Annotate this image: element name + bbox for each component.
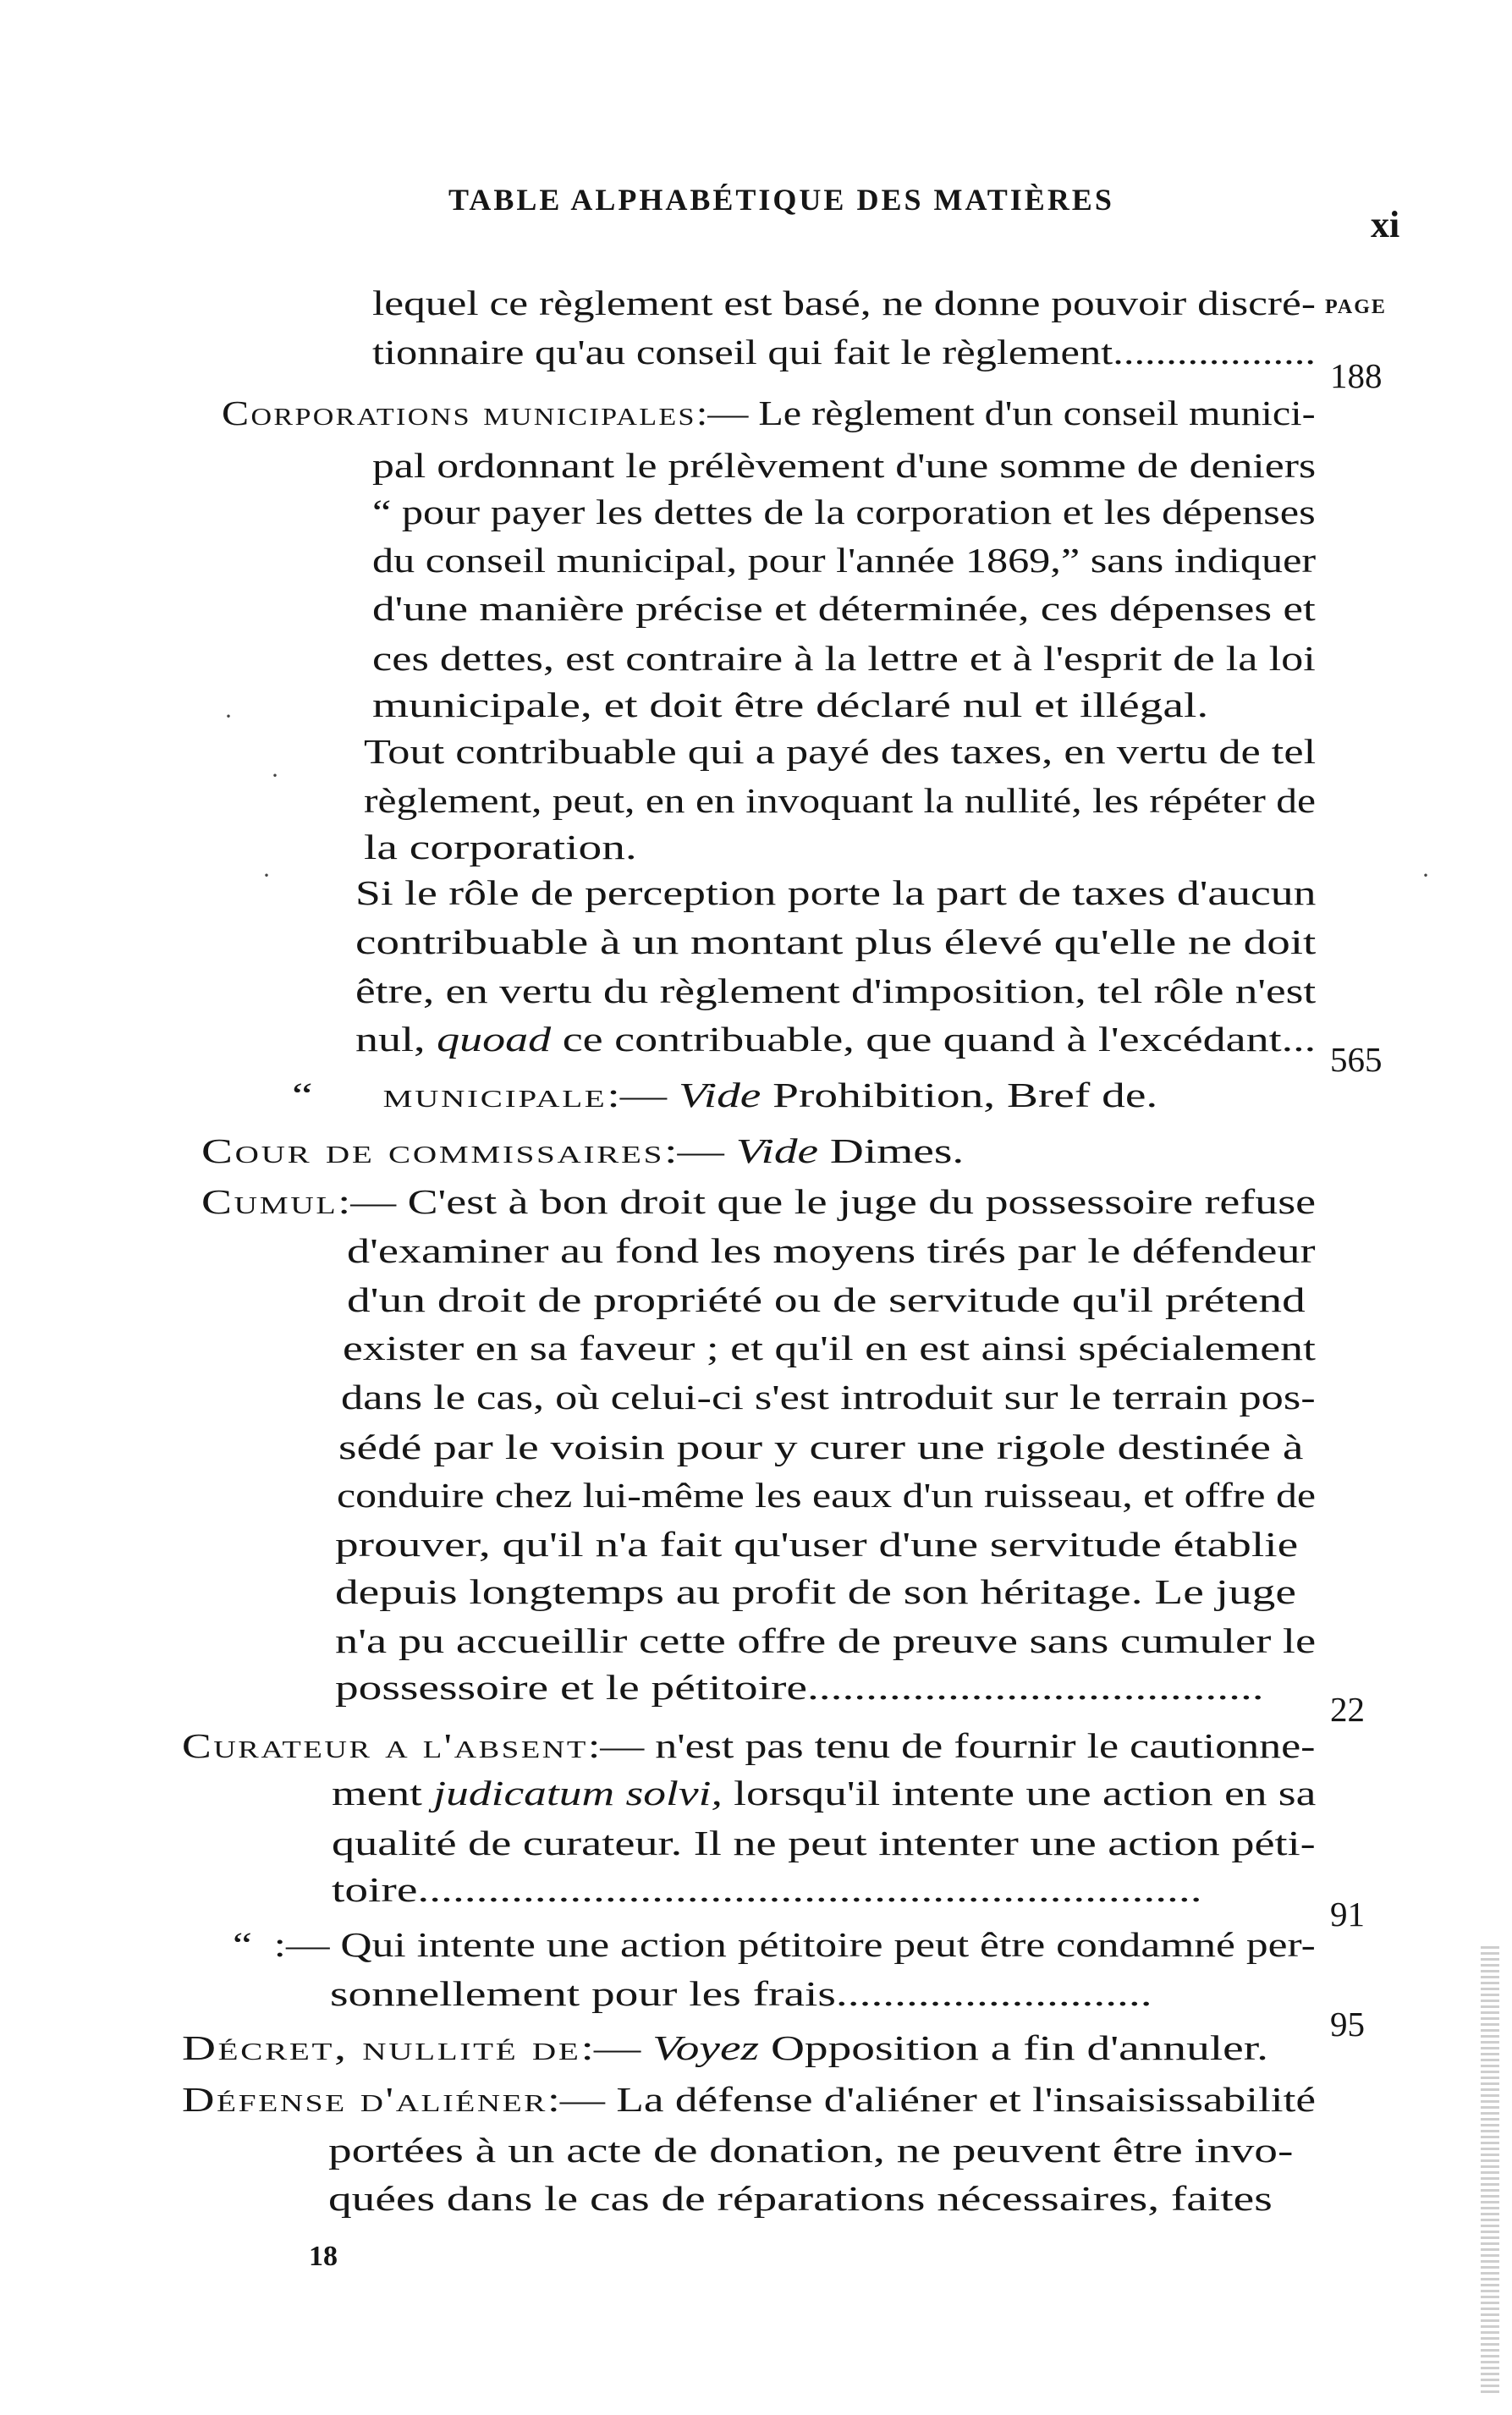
line-text: “ pour payer les dettes de la corporation et les dépenses (372, 492, 1316, 531)
running-title: TABLE ALPHABÉTIQUE DES MATIÈRES (448, 183, 1114, 217)
print-speck: · (262, 861, 271, 889)
line-text: Opposition a fin d'annuler. (759, 2028, 1268, 2067)
print-speck: · (224, 702, 233, 730)
page-number: 91 (1330, 1895, 1365, 1934)
entry-heading: Corporations municipales (222, 393, 696, 432)
line-text: ces dettes, est contraire à la lettre et à l'esprit de la loi (372, 639, 1316, 678)
entry-heading: Défense d'aliéner (182, 2080, 547, 2119)
entry-text-line (372, 543, 1316, 578)
entry-text-line (364, 830, 637, 865)
line-text: Tout contribuable qui a payé des taxes, en vertu de tel (364, 732, 1317, 771)
page-number: 565 (1330, 1040, 1383, 1079)
page-number: 22 (1330, 1690, 1365, 1729)
line-text: contribuable à un montant plus élevé qu'elle ne doit (355, 922, 1317, 961)
entry-text-line (335, 1670, 1264, 1705)
line-text: municipale, et doit être déclaré nul et illégal. (372, 685, 1209, 724)
entry-text-line (338, 1430, 1303, 1465)
line-text: être, en vertu du règlement d'imposition, tel rôle n'est (355, 971, 1317, 1010)
entry-text-line (347, 1280, 1306, 1319)
line-text: sonnellement pour les frais........................... (330, 1974, 1152, 2013)
entry-text-line (337, 1478, 1316, 1513)
line-text: ment (332, 1774, 434, 1813)
print-speck: · (271, 762, 279, 789)
entry-text-line (332, 1826, 1316, 1861)
line-text: nul, (355, 1020, 437, 1059)
line-text: portées à un acte de donation, ne peuvent être invo- (328, 2131, 1294, 2170)
line-text: tionnaire qu'au conseil qui fait le règlement................... (372, 333, 1316, 371)
entry-text-line (372, 283, 1316, 322)
entry-heading: Cour de commissaires (201, 1131, 665, 1170)
entry-heading-line (182, 2082, 1316, 2117)
line-text: d'un droit de propriété ou de servitude qu'il prétend (347, 1280, 1306, 1319)
line-text: sédé par le voisin pour y curer une rigole destinée à (338, 1428, 1304, 1466)
entry-text-line (343, 1331, 1316, 1366)
ditto-mark: “ (233, 1925, 252, 1964)
ditto-mark: “ (292, 1075, 313, 1114)
italic-term: quoad (437, 1020, 552, 1059)
scan-edge (1481, 1946, 1499, 2395)
entry-text-line (372, 448, 1316, 483)
line-text: :— (664, 1131, 736, 1170)
entry-text-line (332, 1776, 1316, 1811)
line-text: Si le rôle de perception porte la part de taxes d'aucun (355, 873, 1317, 912)
line-text: :— C'est à bon droit que le juge du possessoire refuse (338, 1182, 1317, 1221)
entry-text-line (372, 335, 1316, 370)
line-text: lequel ce règlement est basé, ne donne pouvoir discré- (372, 283, 1316, 322)
print-speck: · (1421, 861, 1430, 889)
entry-text-line (335, 1572, 1296, 1611)
line-text: d'une manière précise et déterminée, ces dépenses et (372, 589, 1316, 628)
entry-text-line (332, 1870, 1202, 1909)
italic-term: Vide (679, 1075, 761, 1114)
entry-heading-line (201, 1131, 965, 1170)
line-text: toire................................................................... (332, 1870, 1202, 1909)
line-text: :— La défense d'aliéner et l'insaisissabilité (547, 2080, 1317, 2119)
entry-text-line (355, 922, 1317, 961)
italic-term: judicatum solvi, (433, 1774, 723, 1813)
line-text: règlement, peut, en en invoquant la nullité, les répéter de (364, 781, 1316, 820)
entry-text-line (372, 492, 1316, 531)
entry-heading: Décret, nullité de (182, 2028, 581, 2067)
entry-heading-line (222, 393, 1316, 432)
entry-text-line (328, 2181, 1273, 2216)
entry-text-line (364, 734, 1316, 769)
entry-text-line (372, 641, 1316, 676)
line-text: conduire chez lui-même les eaux d'un ruisseau, et offre de (337, 1476, 1317, 1515)
page-column-label: PAGE (1325, 296, 1387, 318)
entry-text-line (328, 2133, 1293, 2168)
entry-text-line (355, 1022, 1316, 1057)
italic-term: Voyez (652, 2028, 760, 2067)
line-text: du conseil municipal, pour l'année 1869,” sans indiquer (372, 541, 1317, 580)
line-text: Dimes. (818, 1131, 965, 1170)
entry-text-line (335, 1621, 1317, 1660)
signature-mark: 18 (309, 2241, 338, 2272)
entry-heading: municipale (382, 1075, 608, 1114)
line-text: :— Qui intente une action pétitoire peut être condamné per- (273, 1925, 1316, 1964)
line-text: exister en sa faveur ; et qu'il en est ainsi spécialement (343, 1329, 1316, 1367)
entry-text-line (364, 781, 1316, 820)
line-text: :— n'est pas tenu de fournir le cautionne- (587, 1726, 1316, 1765)
line-text: :— Le règlement d'un conseil munici- (696, 393, 1316, 432)
italic-term: Vide (735, 1131, 819, 1170)
page-number: 188 (1330, 356, 1383, 395)
entry-text-line (372, 685, 1209, 724)
entry-text-line (355, 971, 1317, 1010)
entry-text-line (355, 873, 1317, 912)
line-text: prouver, qu'il n'a fait qu'user d'une servitude établie (335, 1525, 1299, 1564)
line-text: :— (607, 1075, 679, 1114)
folio: xi (1371, 204, 1400, 245)
entry-text-line (372, 591, 1316, 626)
line-text: possessoire et le pétitoire....................................... (335, 1668, 1264, 1707)
entry-text-line (347, 1231, 1316, 1270)
entry-heading: Curateur a l'absent (182, 1726, 588, 1765)
entry-heading-line (201, 1182, 1317, 1221)
line-text: pal ordonnant le prélèvement d'une somme de deniers (372, 446, 1317, 485)
entry-text-line (341, 1380, 1316, 1415)
line-text: :— (580, 2028, 653, 2067)
line-text: d'examiner au fond les moyens tirés par le défendeur (347, 1231, 1316, 1270)
line-text: qualité de curateur. Il ne peut intenter une action péti- (332, 1824, 1316, 1862)
entry-text-line (335, 1527, 1298, 1562)
line-text: depuis longtemps au profit de son héritage. Le juge (335, 1572, 1296, 1611)
line-text: la corporation. (364, 828, 637, 866)
line-text: dans le cas, où celui-ci s'est introduit sur le terrain pos- (341, 1378, 1316, 1417)
entry-heading-line (182, 2028, 1268, 2067)
line-text: quées dans le cas de réparations nécessaires, faites (328, 2179, 1273, 2218)
line-text: lorsqu'il intente une action en sa (722, 1774, 1317, 1813)
entry-heading-line (292, 1075, 1158, 1114)
line-text: ce contribuable, que quand à l'excédant... (551, 1020, 1317, 1059)
entry-text-line (233, 1925, 1316, 1964)
page-number: 95 (1330, 2005, 1365, 2044)
entry-text-line (330, 1974, 1152, 2013)
line-text: Prohibition, Bref de. (761, 1075, 1158, 1114)
entry-heading: Cumul (201, 1182, 338, 1221)
entry-heading-line (182, 1726, 1316, 1765)
line-text: n'a pu accueillir cette offre de preuve sans cumuler le (335, 1621, 1317, 1660)
